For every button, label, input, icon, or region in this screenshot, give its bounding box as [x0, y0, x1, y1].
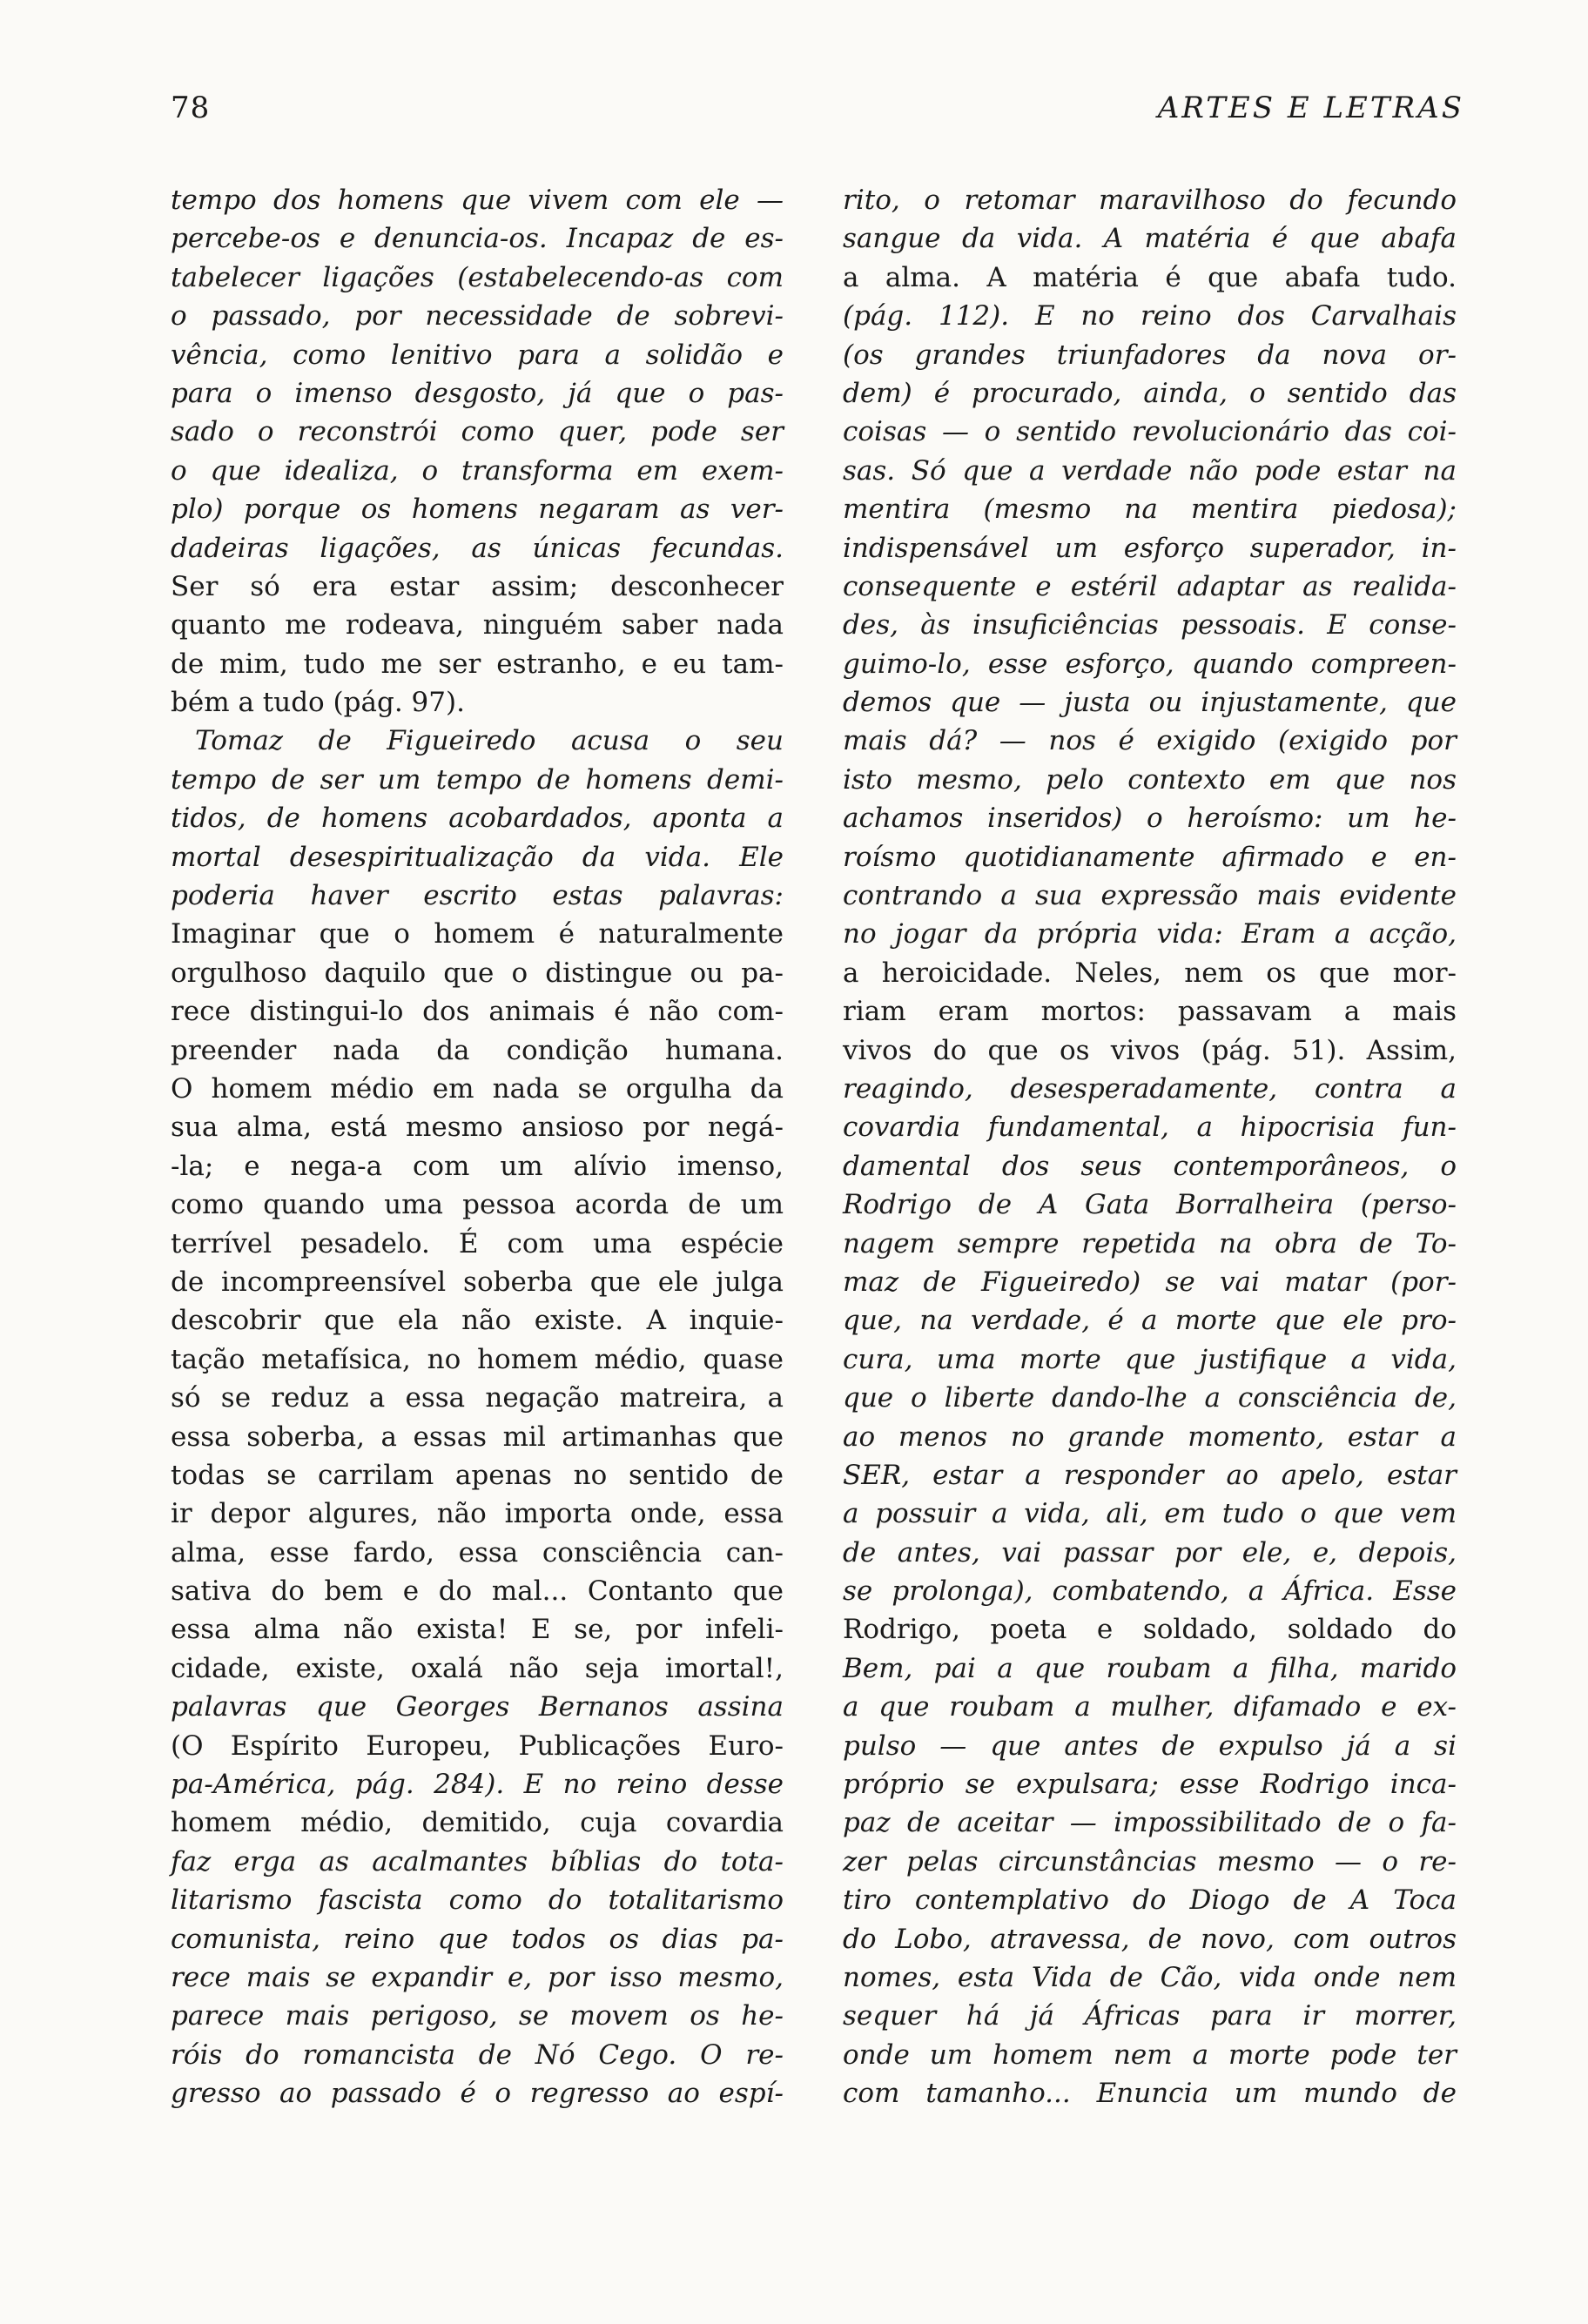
text-line: cura, uma morte que justifique a vida,	[843, 1343, 1457, 1375]
running-header-title: ARTES E LETRAS	[1157, 91, 1464, 125]
text-line: coisas — o sentido revolucionário das coi-	[843, 416, 1457, 448]
text-line: essa alma não exista! E se, por infeli-	[171, 1614, 784, 1646]
text-line: O homem médio em nada se orgulha da	[171, 1072, 784, 1105]
text-line: róis do romancista de Nó Cego. O re-	[171, 2039, 784, 2071]
text-line: bém a tudo (pág. 97).	[171, 687, 465, 719]
text-line: tempo dos homens que vivem com ele —	[171, 185, 784, 216]
text-line: preender nada da condição humana.	[171, 1034, 784, 1066]
text-line: percebe-os e denuncia-os. Incapaz de es-	[171, 223, 784, 255]
text-line: pa-América, pág. 284). E no reino desse	[171, 1769, 784, 1801]
text-line: mais dá? — nos é exigido (exigido por	[843, 725, 1457, 757]
text-line: Ser só era estar assim; desconhecer	[171, 570, 784, 602]
text-line: ir depor algures, não importa onde, essa	[171, 1498, 784, 1530]
text-line: achamos inseridos) o heroísmo: um he-	[843, 803, 1457, 835]
text-line: vivos do que os vivos (pág. 51). Assim,	[843, 1034, 1457, 1066]
text-line: essa soberba, a essas mil artimanhas que	[171, 1421, 784, 1453]
text-line: tabelecer ligações (estabelecendo-as com	[171, 261, 784, 293]
text-column-right	[843, 181, 1457, 2113]
text-line: onde um homem nem a morte pode ter	[843, 2039, 1457, 2071]
text-line: indispensável um esforço superador, in-	[843, 532, 1457, 564]
text-line: que, na verdade, é a morte que ele pro-	[843, 1305, 1457, 1337]
text-line: SER, estar a responder ao apelo, estar	[843, 1459, 1457, 1491]
text-line: quanto me rodeava, ninguém saber nada	[171, 609, 784, 641]
text-line: poderia haver escrito estas palavras:	[171, 880, 784, 912]
text-line: -la; e nega-a com um alívio imenso,	[171, 1150, 784, 1182]
text-line: rito, o retomar maravilhoso do fecundo	[843, 185, 1457, 216]
text-line: tação metafísica, no homem médio, quase	[171, 1343, 784, 1375]
text-line: sequer há já Áfricas para ir morrer,	[843, 2000, 1457, 2032]
text-line: a que roubam a mulher, difamado e ex-	[843, 1691, 1457, 1723]
text-line: riam eram mortos: passavam a mais	[843, 996, 1457, 1028]
text-line: demos que — justa ou injustamente, que	[843, 687, 1457, 719]
text-line: ao menos no grande momento, estar a	[843, 1421, 1457, 1453]
text-line: (pág. 112). E no reino dos Carvalhais	[843, 300, 1457, 332]
text-line: dadeiras ligações, as únicas fecundas.	[171, 532, 784, 564]
text-line: roísmo quotidianamente afirmado e en-	[843, 841, 1457, 873]
text-line: covardia fundamental, a hipocrisia fun-	[843, 1112, 1457, 1144]
page-number: 78	[171, 91, 211, 125]
text-line: de incompreensível soberba que ele julga	[171, 1266, 784, 1298]
text-line: orgulhoso daquilo que o distingue ou pa-	[171, 957, 784, 989]
text-line: rece mais se expandir e, por isso mesmo,	[171, 1961, 784, 1993]
text-line: nomes, esta Vida de Cão, vida onde nem	[843, 1961, 1457, 1993]
text-line: comunista, reino que todos os dias pa-	[171, 1923, 784, 1955]
text-line: palavras que Georges Bernanos assina	[171, 1691, 784, 1723]
text-line: com tamanho... Enuncia um mundo de	[843, 2078, 1457, 2110]
text-line: contrando a sua expressão mais evidente	[843, 880, 1457, 912]
text-line: maz de Figueiredo) se vai matar (por-	[843, 1266, 1457, 1298]
text-line: (os grandes triunfadores da nova or-	[843, 339, 1457, 371]
text-line: tiro contemplativo do Diogo de A Toca	[843, 1884, 1457, 1917]
text-line: homem médio, demitido, cuja covardia	[171, 1807, 784, 1839]
text-line: reagindo, desesperadamente, contra a	[843, 1072, 1457, 1105]
text-line: de antes, vai passar por ele, e, depois,	[843, 1536, 1457, 1568]
text-line: tidos, de homens acobardados, aponta a	[171, 803, 784, 835]
text-line: damental dos seus contemporâneos, o	[843, 1150, 1457, 1182]
text-line: Rodrigo, poeta e soldado, soldado do	[843, 1614, 1457, 1646]
text-line: sativa do bem e do mal... Contanto que	[171, 1575, 784, 1608]
text-line: do Lobo, atravessa, de novo, com outros	[843, 1923, 1457, 1955]
text-line: Rodrigo de A Gata Borralheira (perso-	[843, 1189, 1457, 1221]
text-line: a heroicidade. Neles, nem os que mor-	[843, 957, 1457, 989]
text-line: gresso ao passado é o regresso ao espí-	[171, 2078, 784, 2110]
text-line: cidade, existe, oxalá não seja imortal!,	[171, 1652, 784, 1684]
text-line: faz erga as acalmantes bíblias do tota-	[171, 1845, 784, 1877]
text-line: Bem, pai a que roubam a filha, marido	[843, 1652, 1457, 1684]
text-line: Tomaz de Figueiredo acusa o seu	[195, 725, 784, 757]
text-line: terrível pesadelo. É com uma espécie	[171, 1227, 784, 1259]
text-line: parece mais perigoso, se movem os he-	[171, 2000, 784, 2032]
text-line: zer pelas circunstâncias mesmo — o re-	[843, 1845, 1457, 1877]
text-line: o que idealiza, o transforma em exem-	[171, 454, 784, 487]
text-line: de mim, tudo me ser estranho, e eu tam-	[171, 648, 784, 680]
text-column-left	[171, 181, 784, 2113]
text-line: mentira (mesmo na mentira piedosa);	[843, 494, 1457, 526]
text-line: como quando uma pessoa acorda de um	[171, 1189, 784, 1221]
text-line: sado o reconstrói como quer, pode ser	[171, 416, 784, 448]
text-line: consequente e estéril adaptar as realida-	[843, 570, 1457, 602]
text-line: o passado, por necessidade de sobrevi-	[171, 300, 784, 332]
text-line: pulso — que antes de expulso já a si	[843, 1730, 1457, 1762]
text-line: nagem sempre repetida na obra de To-	[843, 1227, 1457, 1259]
text-line: no jogar da própria vida: Eram a acção,	[843, 918, 1457, 950]
text-line: vência, como lenitivo para a solidão e	[171, 339, 784, 371]
text-line: rece distingui-lo dos animais é não com-	[171, 996, 784, 1028]
text-line: des, às insuficiências pessoais. E conse-	[843, 609, 1457, 641]
text-line: que o liberte dando-lhe a consciência de,	[843, 1382, 1457, 1414]
text-line: litarismo fascista como do totalitarismo	[171, 1884, 784, 1917]
text-line: guimo-lo, esse esforço, quando compreen-	[843, 648, 1457, 680]
text-line: paz de aceitar — impossibilitado de o fa-	[843, 1807, 1457, 1839]
text-line: descobrir que ela não existe. A inquie-	[171, 1305, 784, 1337]
text-line: plo) porque os homens negaram as ver-	[171, 494, 784, 526]
text-line: só se reduz a essa negação matreira, a	[171, 1382, 784, 1414]
text-line: próprio se expulsara; esse Rodrigo inca-	[843, 1769, 1457, 1801]
text-line: sua alma, está mesmo ansioso por negá-	[171, 1112, 784, 1144]
text-line: se prolonga), combatendo, a África. Esse	[843, 1575, 1457, 1608]
text-line: (O Espírito Europeu, Publicações Euro-	[171, 1730, 784, 1762]
text-line: sas. Só que a verdade não pode estar na	[843, 454, 1457, 487]
text-line: dem) é procurado, ainda, o sentido das	[843, 377, 1457, 409]
text-line: Imaginar que o homem é naturalmente	[171, 918, 784, 950]
text-line: isto mesmo, pelo contexto em que nos	[843, 763, 1457, 796]
text-line: mortal desespiritualização da vida. Ele	[171, 841, 784, 873]
text-line: a possuir a vida, ali, em tudo o que vem	[843, 1498, 1457, 1530]
text-line: a alma. A matéria é que abafa tudo.	[843, 261, 1457, 293]
text-line: todas se carrilam apenas no sentido de	[171, 1459, 784, 1491]
text-line: sangue da vida. A matéria é que abafa	[843, 223, 1457, 255]
text-line: alma, esse fardo, essa consciência can-	[171, 1536, 784, 1568]
text-line: tempo de ser um tempo de homens demi-	[171, 763, 784, 796]
text-line: para o imenso desgosto, já que o pas-	[171, 377, 784, 409]
